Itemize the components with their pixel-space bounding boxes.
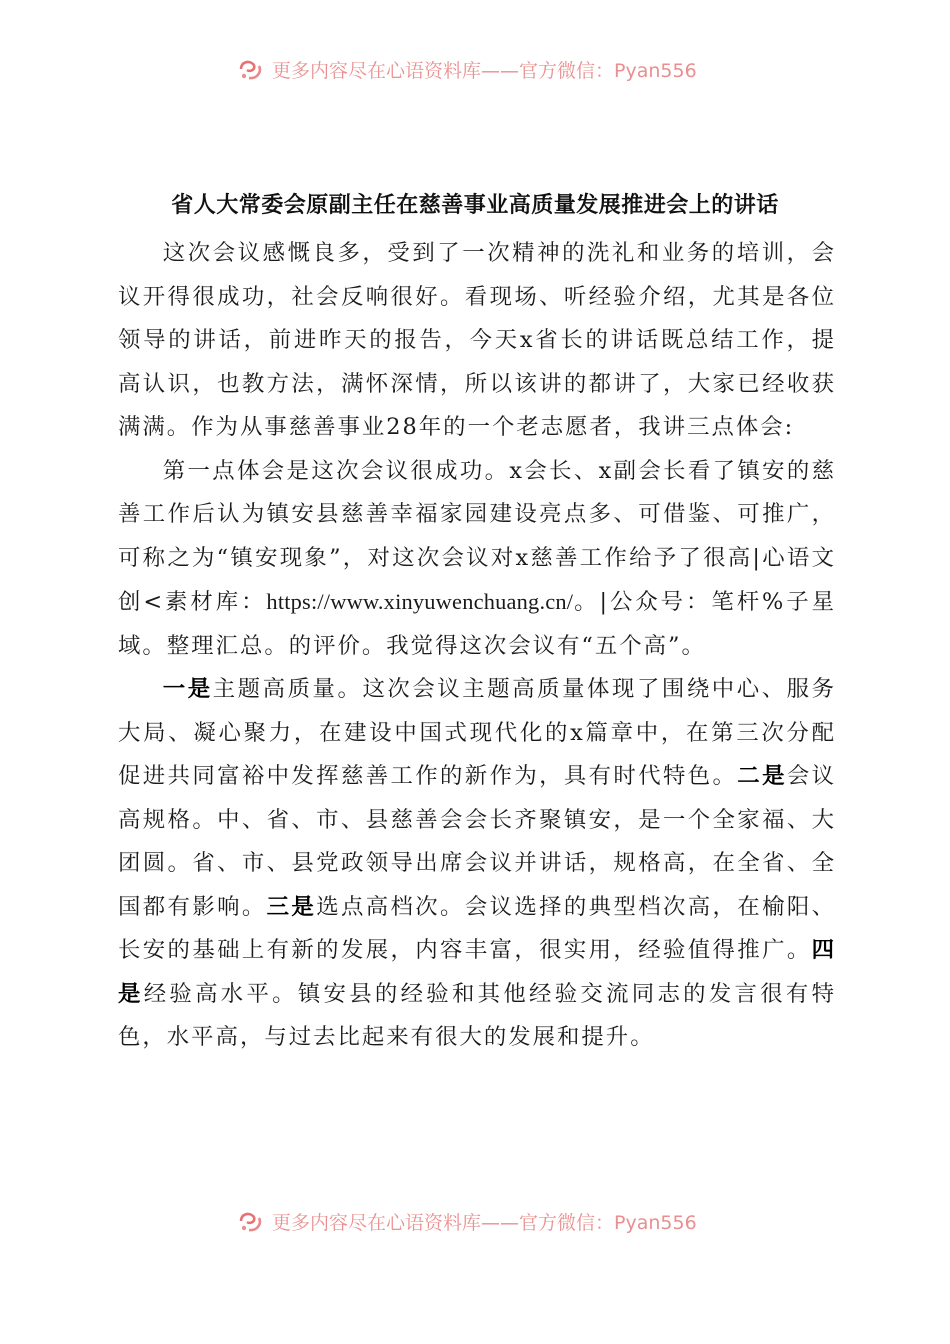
point-3-lead: 三是 (266, 893, 317, 920)
paragraph-2-text-b: 。|公众号：笔杆%子星域。整理汇总。的评价。我觉得这次会议有“五个高”。 (118, 589, 836, 659)
swirl-logo-icon (238, 57, 264, 81)
source-url: https://www.xinyuwenchuang.cn/ (266, 589, 574, 614)
watermark-header (238, 56, 738, 82)
document-body (118, 232, 836, 1060)
paragraph-3 (118, 668, 836, 1060)
point-4-lead: 四是 (118, 937, 836, 1007)
document-title: 省人大常委会原副主任在慈善事业高质量发展推进会上的讲话 (171, 192, 779, 218)
swirl-logo-icon (238, 1209, 264, 1233)
point-4-text: 经验高水平。镇安县的经验和其他经验交流同志的发言很有特色，水平高，与过去比起来有很大的发展和提升。 (118, 980, 837, 1050)
watermark-footer (238, 1208, 738, 1234)
point-2-text: 会议高规格。中、省、市、县慈善会会长齐聚镇安，是一个全家福、大团圆。省、市、县党政领导出席会议并讲话，规格高，在全省、全国都有影响。 (118, 763, 837, 920)
paragraph-1: 这次会议感慨良多，受到了一次精神的洗礼和业务的培训，会议开得很成功，社会反响很好。看现场、听经验介绍，尤其是各位领导的讲话，前进昨天的报告，今天x省长的讲话既总结工作，提高认识，也教方法，满怀深情，所以该讲的都讲了，大家已经收获满满。作为从事慈善事业28年的一个老志愿者，我讲三点体会: (118, 240, 836, 440)
point-1-text: 主题高质量。这次会议主题高质量体现了围绕中心、服务大局、凝心聚力，在建设中国式现代化的x篇章中，在第三次分配促进共同富裕中发挥慈善工作的新作为，具有时代特色。 (118, 676, 837, 789)
point-2-lead: 二是 (737, 763, 787, 789)
paragraph-2-text-a: 第一点体会是这次会议很成功。x会长、x副会长看了镇安的慈善工作后认为镇安县慈善幸福家园建设亮点多、可借鉴、可推广，可称之为“镇安现象”，对这次会议对x慈善工作给予了很高|心语文创<素材库： (118, 457, 836, 615)
point-3-text: 选点高档次。会议选择的典型档次高，在榆阳、长安的基础上有新的发展，内容丰富，很实用，经验值得推广。 (118, 893, 837, 963)
point-1-lead: 一是 (162, 676, 213, 702)
watermark-text: 更多内容尽在心语资料库——官方微信：Pyan556 (272, 59, 697, 82)
watermark-text: 更多内容尽在心语资料库——官方微信：Pyan556 (272, 1211, 697, 1234)
paragraph-2 (118, 450, 836, 669)
